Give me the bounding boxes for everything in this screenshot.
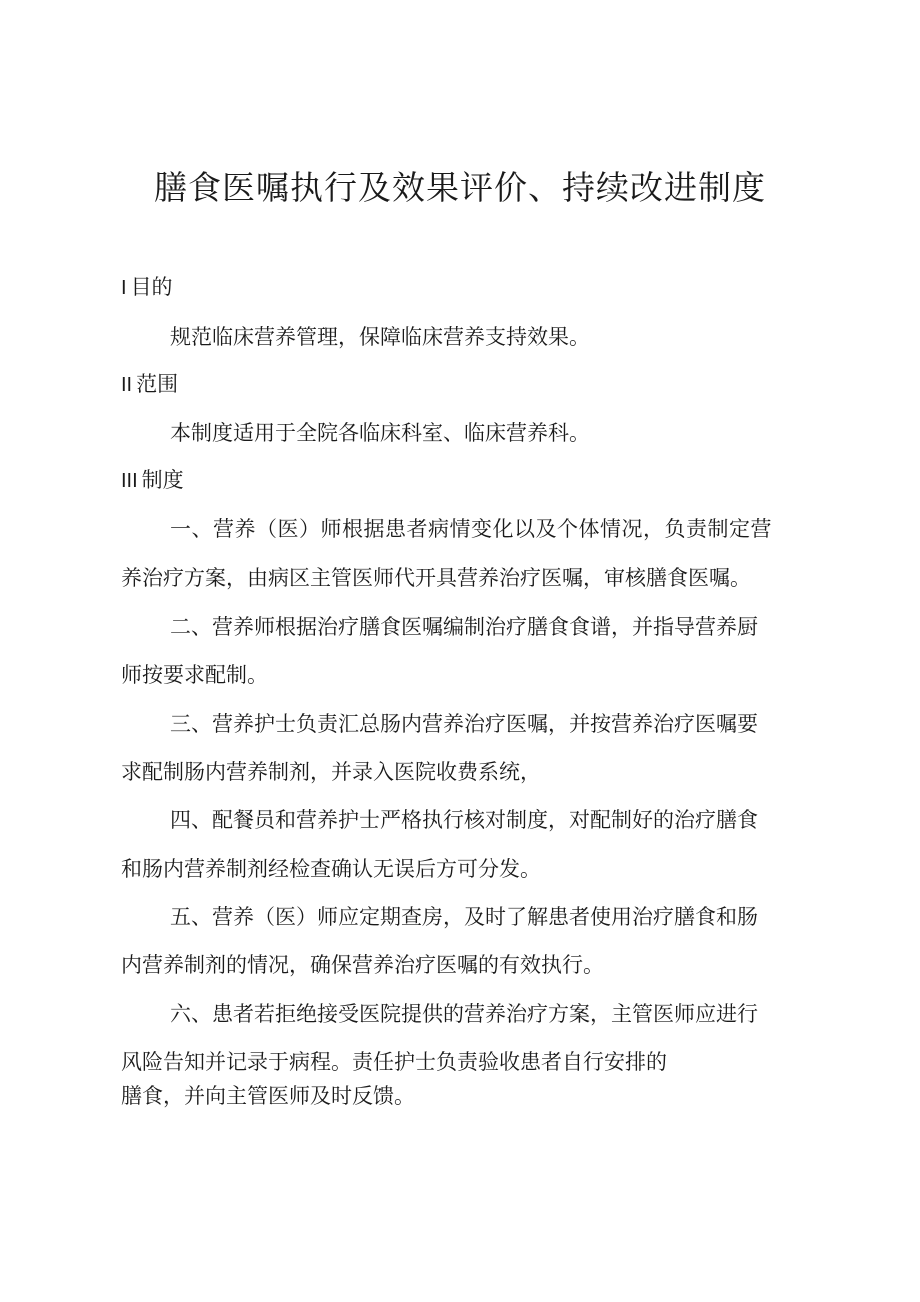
- section-body-scope: 本制度适用于全院各临床科室、临床营养科。: [170, 421, 590, 445]
- clause-2-line-1: 二、营养师根据治疗膳食医嘱编制治疗膳食食谱，并指导营养厨: [170, 615, 758, 639]
- section-numeral: I: [121, 277, 127, 299]
- clause-4-line-2: 和肠内营养制剂经检查确认无误后方可分发。: [121, 857, 541, 881]
- clause-3-line-1: 三、营养护士负责汇总肠内营养治疗医嘱，并按营养治疗医嘱要: [170, 712, 758, 736]
- clause-5-line-2: 内营养制剂的情况，确保营养治疗医嘱的有效执行。: [121, 953, 604, 977]
- section-heading-policy: [121, 465, 184, 496]
- section-heading-purpose: [121, 272, 173, 303]
- clause-6-line-2: 风险告知并记录于病程。责任护士负责验收患者自行安排的: [121, 1050, 667, 1074]
- section-numeral: II: [121, 374, 133, 396]
- clause-1-line-1: 一、营养（医）师根据患者病情变化以及个体情况，负责制定营: [170, 517, 772, 541]
- clause-6-line-3: 膳食，并向主管医师及时反馈。: [121, 1084, 415, 1108]
- clause-6-line-1: 六、患者若拒绝接受医院提供的营养治疗方案，主管医师应进行: [170, 1002, 758, 1026]
- section-body-purpose: 规范临床营养管理，保障临床营养支持效果。: [170, 325, 590, 349]
- section-title: 范围: [136, 372, 179, 396]
- clause-4-line-1: 四、配餐员和营养护士严格执行核对制度，对配制好的治疗膳食: [170, 808, 758, 832]
- section-heading-scope: [121, 369, 178, 400]
- document-title: 膳食医嘱执行及效果评价、持续改进制度: [154, 168, 766, 207]
- section-title: 目的: [130, 275, 173, 299]
- section-numeral: III: [121, 470, 138, 492]
- clause-5-line-1: 五、营养（医）师应定期查房，及时了解患者使用治疗膳食和肠: [170, 905, 758, 929]
- clause-2-line-2: 师按要求配制。: [121, 663, 268, 687]
- clause-3-line-2: 求配制肠内营养制剂，并录入医院收费系统，: [121, 760, 541, 784]
- section-title: 制度: [141, 468, 184, 492]
- clause-1-line-2: 养治疗方案，由病区主管医师代开具营养治疗医嘱，审核膳食医嘱。: [121, 566, 751, 590]
